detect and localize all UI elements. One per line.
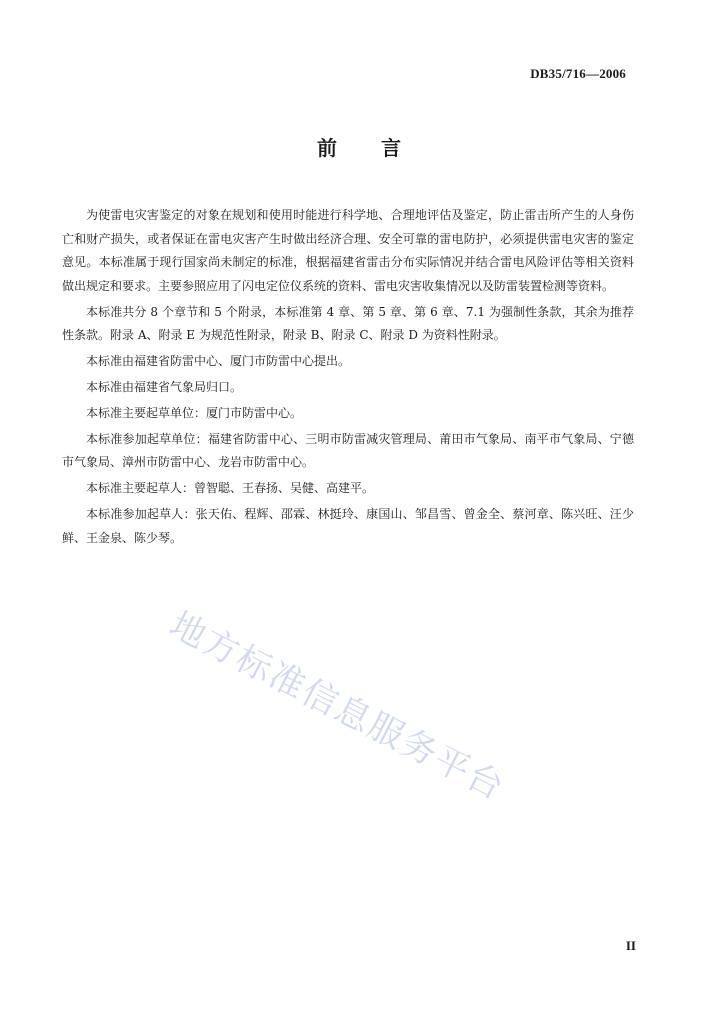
- page-number: II: [625, 938, 636, 953]
- foreword-body: [62, 204, 634, 553]
- paragraph-administrator: 本标准由福建省气象局归口。: [86, 380, 243, 395]
- page-title: 前言: [317, 136, 445, 160]
- paragraph-main-drafters: 本标准主要起草人：曾智聪、王春扬、吴健、高建平。: [86, 481, 375, 496]
- document-code: DB35/716—2006: [530, 66, 626, 81]
- paragraph-proposer: 本标准由福建省防雷中心、厦门市防雷中心提出。: [86, 354, 351, 369]
- paragraph-main-drafting-unit: 本标准主要起草单位：厦门市防雷中心。: [86, 405, 303, 420]
- paragraph-purpose: 为使雷电灾害鉴定的对象在规划和使用时能进行科学地、合理地评估及鉴定，防止雷击所产生的人身伤亡和财产损失，或者保证在雷电灾害产生时做出经济合理、安全可靠的雷电防护，必须提供雷电灾害的鉴定意见。本标准属于现行国家尚未制定的标准，根据福建省雷击分布实际情况并结合雷电风险评估等相关资料做出规定和要求。主要参照应用了闪电定位仪系统的资料、雷电灾害收集情况以及防雷装置检测等资料。: [62, 208, 634, 293]
- paragraph-participating-drafters: 本标准参加起草人：张天佑、程辉、邵霖、林挺玲、康国山、邹昌雪、曾金全、蔡河章、陈兴旺、汪少鲜、王金泉、陈少琴。: [62, 507, 634, 545]
- paragraph-structure: 本标准共分 8 个章节和 5 个附录，本标准第 4 章、第 5 章、第 6 章、7.1 为强制性条款，其余为推荐性条款。附录 A、附录 E 为规范性附录，附录 B、附录 C、附录 D 为资料性附录。: [62, 304, 634, 343]
- watermark: 地方标准信息服务平台: [163, 605, 512, 809]
- paragraph-participating-units: 本标准参加起草单位：福建省防雷中心、三明市防雷减灾管理局、莆田市气象局、南平市气象局、宁德市气象局、漳州市防雷中心、龙岩市防雷中心。: [62, 431, 634, 470]
